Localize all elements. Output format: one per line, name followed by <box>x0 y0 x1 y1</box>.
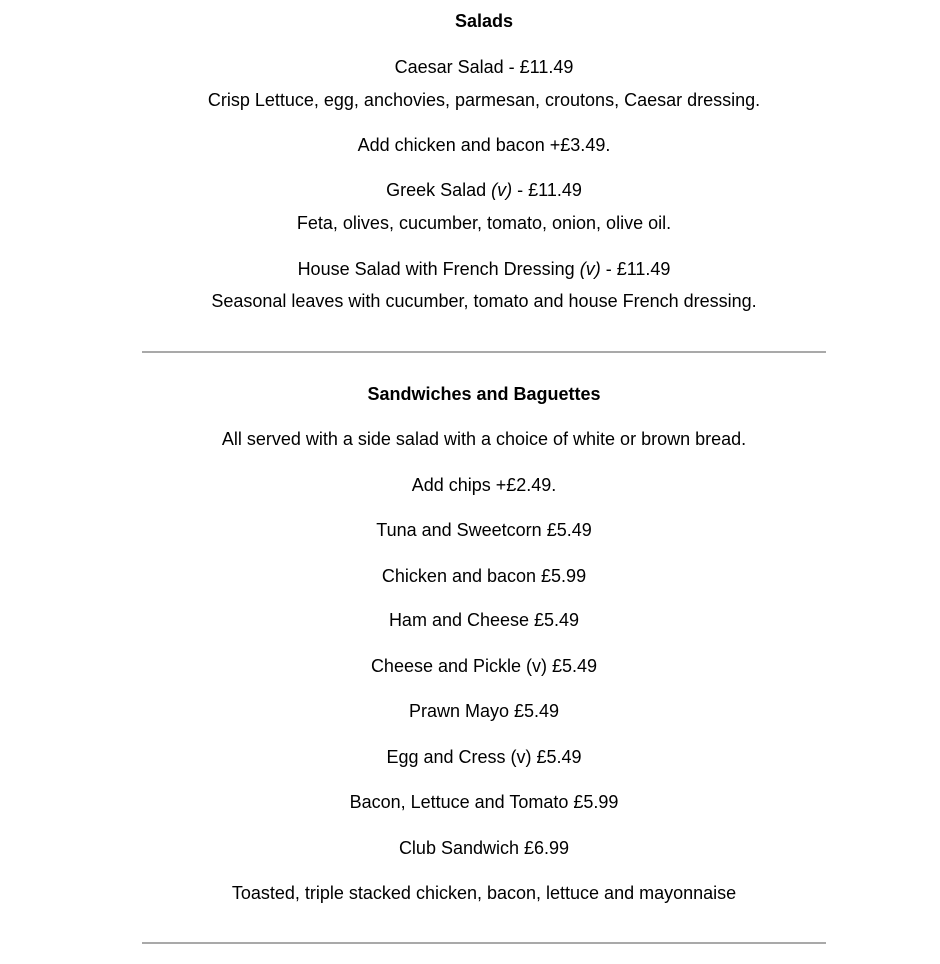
section-divider <box>142 351 826 353</box>
house-salad-name: House Salad with French Dressing <box>297 259 580 279</box>
section-divider <box>142 942 826 944</box>
salads-heading: Salads <box>454 11 514 31</box>
sandwich-item: Ham and Cheese £5.49 <box>388 610 580 630</box>
house-salad-price: - £11.49 <box>600 259 671 279</box>
caesar-salad-title: Caesar Salad - £11.49 <box>394 57 574 77</box>
caesar-salad-addon: Add chicken and bacon +£3.49. <box>357 135 611 155</box>
sandwich-item: Club Sandwich £6.99 <box>398 838 570 858</box>
greek-salad-title <box>0 179 940 201</box>
sandwich-item: Chicken and bacon £5.99 <box>381 566 587 586</box>
house-salad-description: Seasonal leaves with cucumber, tomato and house French dressing. <box>211 291 757 311</box>
sandwich-item: Cheese and Pickle (v) £5.49 <box>370 656 598 676</box>
sandwiches-addon: Add chips +£2.49. <box>411 475 557 495</box>
greek-salad-description: Feta, olives, cucumber, tomato, onion, olive oil. <box>296 213 672 233</box>
house-salad-veg-marker: (v) <box>579 259 601 279</box>
sandwiches-heading: Sandwiches and Baguettes <box>367 384 601 404</box>
sandwich-item: Tuna and Sweetcorn £5.49 <box>376 520 592 540</box>
sandwich-item: Prawn Mayo £5.49 <box>408 701 560 721</box>
caesar-salad-description: Crisp Lettuce, egg, anchovies, parmesan, croutons, Caesar dressing. <box>207 90 761 110</box>
sandwich-item: Egg and Cress (v) £5.49 <box>386 747 582 767</box>
greek-salad-name: Greek Salad <box>386 180 492 200</box>
greek-salad-veg-marker: (v) <box>491 180 513 200</box>
greek-salad-price: - £11.49 <box>512 180 582 200</box>
house-salad-title <box>0 258 940 280</box>
sandwich-item: Bacon, Lettuce and Tomato £5.99 <box>349 792 619 812</box>
sandwiches-intro: All served with a side salad with a choice of white or brown bread. <box>221 429 747 449</box>
club-sandwich-description: Toasted, triple stacked chicken, bacon, lettuce and mayonnaise <box>231 883 737 903</box>
